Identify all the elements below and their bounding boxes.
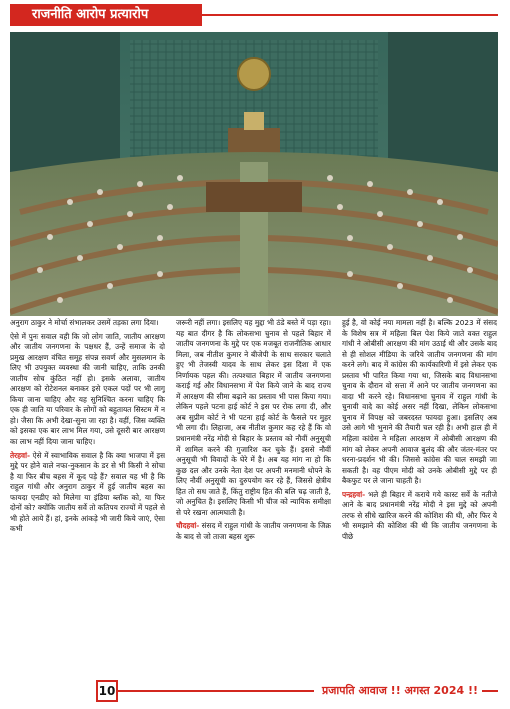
paragraph: पन्द्रहवां- भले ही बिहार में कराये गये कास्ट सर्वे के नतीजे आने के बाद प्रधानमंत्री नरेंद्र मोदी ने इस मुद्दे को अपनी तरफ से सीधे खारिज करने की कोशिश की थी, और फिर ये भी समझाने की कोशिश की थी कि जातीय जनगणना के पीछे	[342, 489, 497, 541]
section-label: राजनीति आरोप प्रत्यारोप	[10, 4, 202, 26]
article-column-3	[342, 318, 497, 678]
subheading: तेरहवां-	[10, 450, 30, 460]
page-footer	[10, 680, 498, 704]
paragraph: चौदहवां- संसद में राहुल गांधी के जातीय जनगणना के जिक्र के बाद से जो ताजा बहस शुरू	[176, 521, 331, 541]
paragraph: जरूरी नहीं लगा। इसलिए यह मुद्दा भी ठंडे बस्ते में पड़ा रहा। यह बात दीगर है कि लोकसभा चुनाव से पहले बिहार में जातीय जनगणना के मुद्दे पर एक मजबूत राजनीतिक आधार मिला, जब नीतीश कुमार ने बीजेपी के साथ सरकार चलाते हुए भी तेजस्वी यादव के साथ लेकर इस दिशा में एक निर्णायक पहल की। तत्पश्चात बिहार में जातीय जनगणना कराई गई और विधानसभा में पेश किये जाने के बाद राज्य में आरक्षण की सीमा बढ़ाने का प्रस्ताव भी पास किया गया। लेकिन पहले पटना हाई कोर्ट ने इस पर रोक लगा दी, और अब सुप्रीम कोर्ट ने भी पटना हाई कोर्ट के फैसले पर मुहर भी लगा दी। लिहाजा, अब नीतीश कुमार कह रहे हैं कि वो प्रधानमंत्री नरेंद्र मोदी से बिहार के प्रस्ताव को नौवीं अनुसूची में शामिल करने की गुजारिश कर चुके हैं। इससे नौवीं अनुसूची भी विवादों के घेरे में है। अब यह मांग ना हो कि कुछ दल और उनके नेता देश पर अपनी मनमानी थोपने के लिए नौवीं अनुसूची का दुरुपयोग कर रहे हैं, जिससे क्षेत्रीय हित तो सध जाते हैं, किंतु राष्ट्रीय हित की बलि चढ़ जाती है, जो अनुचित है। इसलिए किसी भी चीज को न्यायिक समीक्षा से परे रखना आत्मघाती है।	[176, 318, 331, 517]
paragraph: तेरहवां- ऐसे में स्वाभाविक सवाल है कि क्या भाजपा में इस मुद्दे पर होने वाले नफा-नुकसान के डर से भी किसी ने सोचा है या फिर बीच बहस में कूद पड़े हैं? सवाल यह भी है कि राहुल गांधी और अनुराग ठाकुर में हुई जातीय बहस का फायदा एनडीए को मिलेगा या इंडिया ब्लॉक को, या फिर दोनों को? क्योंकि जातीय सर्वे तो कतिपय राज्यों में पहले से भी होते आये हैं। हां, इनके आंकड़े भी जारी किये जाएं, ऐसा कभी	[10, 450, 165, 534]
article-body	[10, 318, 498, 678]
paragraph: ऐसे में पुनः सवाल वही कि जो लोग जाति, जातीय आरक्षण और जातीय जनगणना के पक्षधर हैं, उन्हें समाज के दो प्रमुख आरक्षण वंचित समूह संपन्न सवर्ण और मुसलमान के लिए भी उपयुक्त व्यवस्था की जानी चाहिए, ताकि उनकी जातीय सोच कुंठित नहीं हो। इसके अलावा, जातीय आरक्षण को रोटेशनल बनाकर इसे एकल पदों पर भी लागू किया जाना चाहिए और यह सुनिश्चित करना चाहिए कि एक ही जाति या परिवार के लोगों को बहुतायत सिस्टम में न हो। जैसा कि अभी देखा-सुना जा रहा है। वहीं, जिस व्यक्ति को इसका एक बार लाभ मिल गया, उसे दूसरी बार आरक्षण का लाभ नहीं दिया जाना चाहिए।	[10, 331, 165, 447]
section-header	[10, 4, 498, 26]
publication-name: प्रजापति आवाज !! अगस्त 2024 !!	[314, 682, 482, 700]
article-column-2	[176, 318, 331, 678]
subheading: चौदहवां-	[176, 521, 200, 531]
page-number: 10	[96, 680, 118, 702]
paragraph: हुई है, वो कोई नया मामला नहीं है। बल्कि 2023 में संसद के विशेष सत्र में महिला बिल पेश किये जाते वक्त राहुल गांधी ने ओबीसी आरक्षण की मांग उठाई थी और उसके बाद से ही सोशल मीडिया के जरिये जातीय जनगणना की मांग करने लगे। बाद में कांग्रेस की कार्यकारिणी में इसे लेकर एक प्रस्ताव भी पारित किया गया था, जिसके बाद विधानसभा चुनाव के दौरान वो सत्ता में आने पर जातीय जनगणना का वादा भी करने रहे। विधानसभा चुनाव में राहुल गांधी के चुनावी वादे का कोई असर नहीं दिखा, लेकिन लोकसभा चुनाव में विपक्ष को जबरदस्त फायदा हुआ। इसलिए अब उसे आगे भी भुनाने की तैयारी चल रही है। अभी हाल ही में महिला कांग्रेस ने महिला आरक्षण में ओबीसी आरक्षण की मांग को लेकर अपनी आवाज बुलंद की और जंतर-मंतर पर धरना-प्रदर्शन भी की। जिससे कांग्रेस की चाल समझी जा सकती है। वह पीएम मोदी को उनके ओबीसी मुद्दे पर ही बैकफुट पर ले जाना चाहती है।	[342, 318, 497, 486]
parliament-photo	[10, 32, 498, 316]
paragraph: अनुराग ठाकुर ने मोर्चा संभालकर उसमें तड़का लगा दिया।	[10, 318, 159, 327]
article-column-1	[10, 318, 165, 678]
subheading: पन्द्रहवां-	[342, 489, 366, 499]
header-rule	[202, 14, 498, 16]
